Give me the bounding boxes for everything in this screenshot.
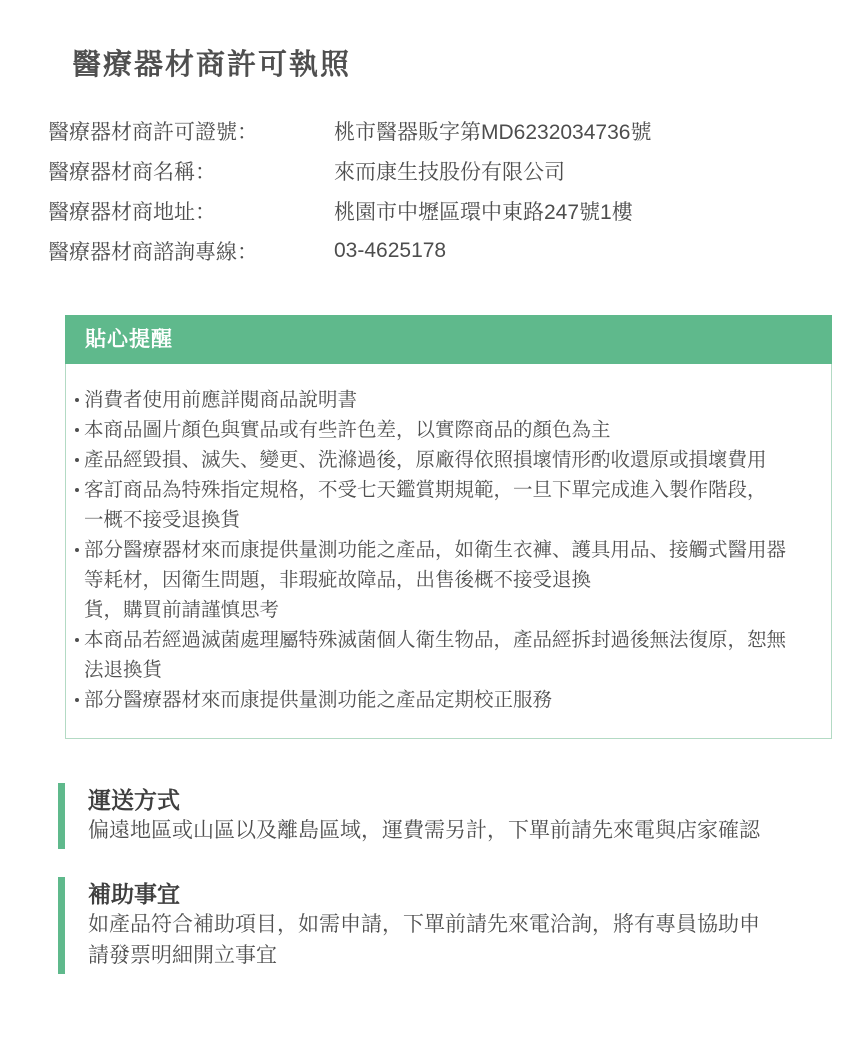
merchant-name-value: 來而康生技股份有限公司: [334, 161, 565, 184]
notice-line-continuation: 一概不接受退換貨: [84, 509, 241, 531]
license-number-row: [48, 111, 865, 151]
notice-line-continuation: 貨，購買前請謹慎思考: [84, 599, 280, 621]
license-number-label: 醫療器材商許可證號：: [48, 121, 258, 144]
notice-line: 本商品若經過滅菌處理屬特殊滅菌個人衛生物品，產品經拆封過後無法復原，恕無: [66, 625, 817, 655]
merchant-name-row: [48, 151, 865, 191]
notice-line: 產品經毀損、滅失、變更、洗滌過後，原廠得依照損壞情形酌收還原或損壞費用: [66, 445, 817, 475]
subsidy-section-title: 補助事宜: [88, 881, 180, 907]
hotline-value: 03-4625178: [334, 239, 447, 262]
license-number-value: 桃市醫器販字第MD6232034736號: [334, 121, 652, 144]
notice-line-continuation: 法退換貨: [84, 659, 163, 681]
shipping-section-text: 偏遠地區或山區以及離島區域，運費需另計，下單前請先來電與店家確認: [88, 819, 760, 842]
subsidy-section: [58, 877, 865, 974]
merchant-address-label: 醫療器材商地址：: [48, 201, 216, 224]
notice-line: 本商品圖片顏色與實品或有些許色差，以實際商品的顏色為主: [66, 415, 817, 445]
merchant-address-row: [48, 191, 865, 231]
shipping-section-title: 運送方式: [88, 787, 180, 813]
subsidy-section-text: 如產品符合補助項目，如需申請，下單前請先來電洽詢，將有專員協助申: [88, 913, 760, 936]
friendly-reminder-header: 貼心提醒: [65, 315, 832, 364]
merchant-address-value: 桃園市中壢區環中東路247號1樓: [334, 201, 633, 224]
license-info-table: [48, 111, 865, 271]
notice-line: 消費者使用前應詳閱商品說明書: [66, 385, 817, 415]
notice-line: 部分醫療器材來而康提供量測功能之產品，如衛生衣褲、護具用品、接觸式醫用器: [66, 535, 817, 565]
friendly-reminder-body: [65, 364, 832, 739]
merchant-name-label: 醫療器材商名稱：: [48, 161, 216, 184]
hotline-label: 醫療器材商諮詢專線：: [48, 241, 258, 264]
notice-line-continuation: 等耗材，因衛生問題，非瑕疵故障品，出售後概不接受退換: [84, 569, 592, 591]
notice-line: 部分醫療器材來而康提供量測功能之產品定期校正服務: [66, 685, 817, 715]
page-title: 醫療器材商許可執照: [72, 49, 352, 81]
hotline-row: [48, 231, 865, 271]
notice-line: 客訂商品為特殊指定規格，不受七天鑑賞期規範，一旦下單完成進入製作階段，: [66, 475, 817, 505]
shipping-section: [58, 783, 865, 849]
subsidy-section-text: 請發票明細開立事宜: [88, 944, 277, 967]
friendly-reminder-box: [65, 315, 832, 739]
